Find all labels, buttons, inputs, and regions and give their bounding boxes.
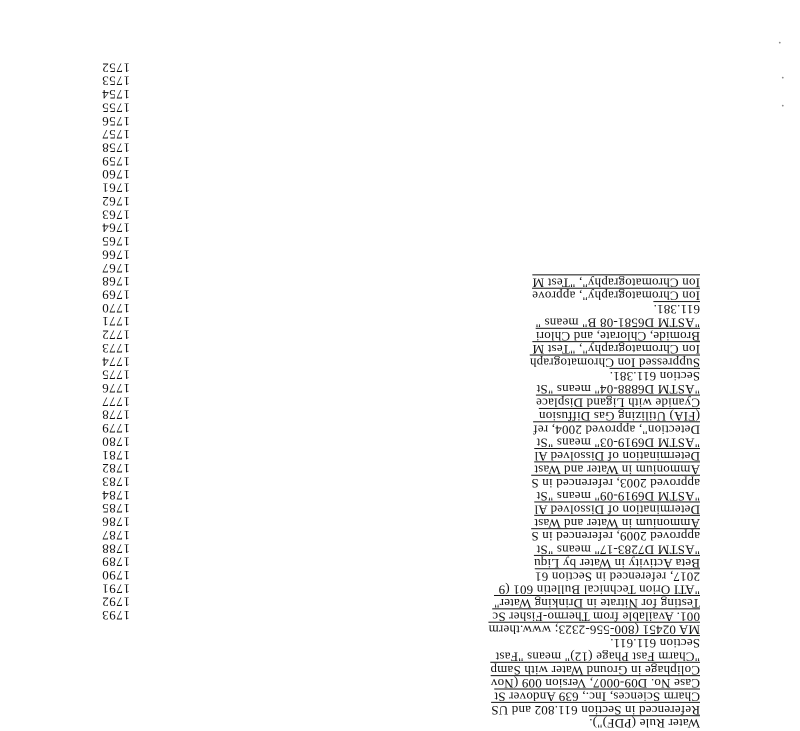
line-number: 1765 [101, 234, 130, 250]
line-number: 1777 [101, 394, 130, 410]
line-number: 1771 [101, 314, 130, 330]
line-number: 1789 [101, 554, 130, 570]
paragraph-line: "ASTM D7283-17" means "St [536, 542, 700, 558]
paragraph-line: "ASTM D6919-03" means "St [536, 435, 700, 451]
line-number: 1758 [101, 140, 130, 156]
paragraph-line: 001. Available from Thermo-Fisher Sc [492, 609, 700, 625]
line-number: 1791 [101, 581, 130, 597]
line-number: 1762 [101, 193, 130, 209]
line-number: 1787 [101, 527, 130, 543]
line-number: 1786 [101, 514, 130, 530]
paragraph-line: Suppressed Ion Chromatograph [529, 355, 700, 371]
line-number: 1763 [101, 207, 130, 223]
paragraph-line: Coliphage in Ground Water with Samp [490, 662, 700, 678]
line-number: 1757 [101, 127, 130, 143]
line-number: 1768 [101, 274, 130, 290]
line-number: 1772 [101, 327, 130, 343]
definition-paragraph [130, 650, 700, 730]
paragraph-line: Referenced in Section 611.802 and US [491, 702, 700, 718]
paragraph-line: Charm Sciences, Inc., 639 Andover St [494, 689, 700, 705]
definition-paragraph [130, 316, 700, 383]
line-number: 1752 [101, 60, 130, 76]
definition-paragraph [130, 583, 700, 650]
paragraph-line: Section 611.381. [609, 368, 700, 384]
line-number: 1769 [101, 287, 130, 303]
line-number: 1754 [101, 87, 130, 103]
line-number: 1760 [101, 167, 130, 183]
line-number: 1756 [101, 113, 130, 129]
paragraph-line: MA 02451 (800-556-2323; www.therm [488, 622, 700, 638]
line-number: 1790 [101, 568, 130, 584]
line-number: 1785 [101, 501, 130, 517]
paragraph-line: Determination of Dissolved Al [534, 449, 700, 465]
paragraph-line: "Charm Fast Phage (12)" means "Fast [495, 649, 700, 665]
line-number: 1755 [101, 100, 130, 116]
line-number: 1783 [101, 474, 130, 490]
paragraph-line: Determination of Dissolved Al [534, 502, 700, 518]
line-number: 1761 [101, 180, 130, 196]
line-number: 1779 [101, 421, 130, 437]
paragraph-line: Ion Chromatography", approve [532, 288, 700, 304]
line-number: 1767 [101, 260, 130, 276]
paragraph-line: Case No. D09-0007, Version 009 (Nov [490, 676, 700, 692]
document-body [130, 275, 700, 731]
line-number: 1753 [101, 73, 130, 89]
paragraph-line: Water Rule (PDF)"). [589, 716, 700, 731]
paragraph-line: Ammonium in Water and Wast [534, 462, 700, 478]
line-number: 1766 [101, 247, 130, 263]
paragraph-line: Ion Chromatography", "Test M [532, 275, 700, 291]
definition-paragraph [130, 276, 700, 316]
line-number: 1793 [101, 608, 130, 624]
paragraph-line: Detection", approved 2004, ref [533, 422, 700, 438]
line-number: 1780 [101, 434, 130, 450]
paragraph-line: Beta Activity in Water by Liqu [533, 555, 700, 571]
paragraph-line: Ammonium in Water and Wast [534, 515, 700, 531]
line-number: 1782 [101, 461, 130, 477]
paragraph-line: Section 611.611. [610, 636, 700, 652]
paragraph-line: Testing for Nitrate in Drinking Water" [493, 595, 700, 611]
definition-paragraph [130, 383, 700, 436]
scan-mark: • [781, 75, 785, 82]
line-number: 1781 [101, 447, 130, 463]
paragraph-line: Ion Chromatography", "Test M [532, 342, 700, 358]
line-number-column [101, 60, 130, 624]
line-number: 1774 [101, 354, 130, 370]
line-number: 1775 [101, 367, 130, 383]
paragraph-line: "ATI Orion Technical Bulletin 601 (9 [498, 582, 700, 598]
line-number: 1778 [101, 407, 130, 423]
paragraph-line: approved 2003, referenced in S [531, 475, 700, 491]
paragraph-line: Cyanide with Ligand Displace [535, 395, 700, 411]
scan-mark: • [778, 40, 782, 47]
paragraph-line: "ASTM D6888-04" means "St [536, 382, 700, 398]
line-number: 1764 [101, 220, 130, 236]
definition-paragraph [130, 490, 700, 543]
paragraph-line: "ASTM D6581-08 B" means " [535, 315, 700, 331]
paragraph-line: Bromide, Chlorate, and Chlori [535, 328, 700, 344]
paragraph-line: 611.381. [653, 302, 700, 318]
line-number: 1759 [101, 153, 130, 169]
paragraph-line: 2017, referenced in Section 61 [534, 569, 700, 585]
line-number: 1784 [101, 487, 130, 503]
line-number: 1792 [101, 594, 130, 610]
line-number: 1788 [101, 541, 130, 557]
scan-mark: • [781, 103, 785, 110]
definition-paragraph [130, 543, 700, 583]
line-number: 1773 [101, 340, 130, 356]
paragraph-line: "ASTM D6919-09" means "St [536, 489, 700, 505]
paragraph-line: approved 2009, referenced in S [531, 529, 700, 545]
line-number: 1776 [101, 380, 130, 396]
definition-paragraph [130, 436, 700, 489]
line-number: 1770 [101, 300, 130, 316]
paragraph-line: (FIA) Utilizing Gas Diffusion [538, 408, 700, 424]
